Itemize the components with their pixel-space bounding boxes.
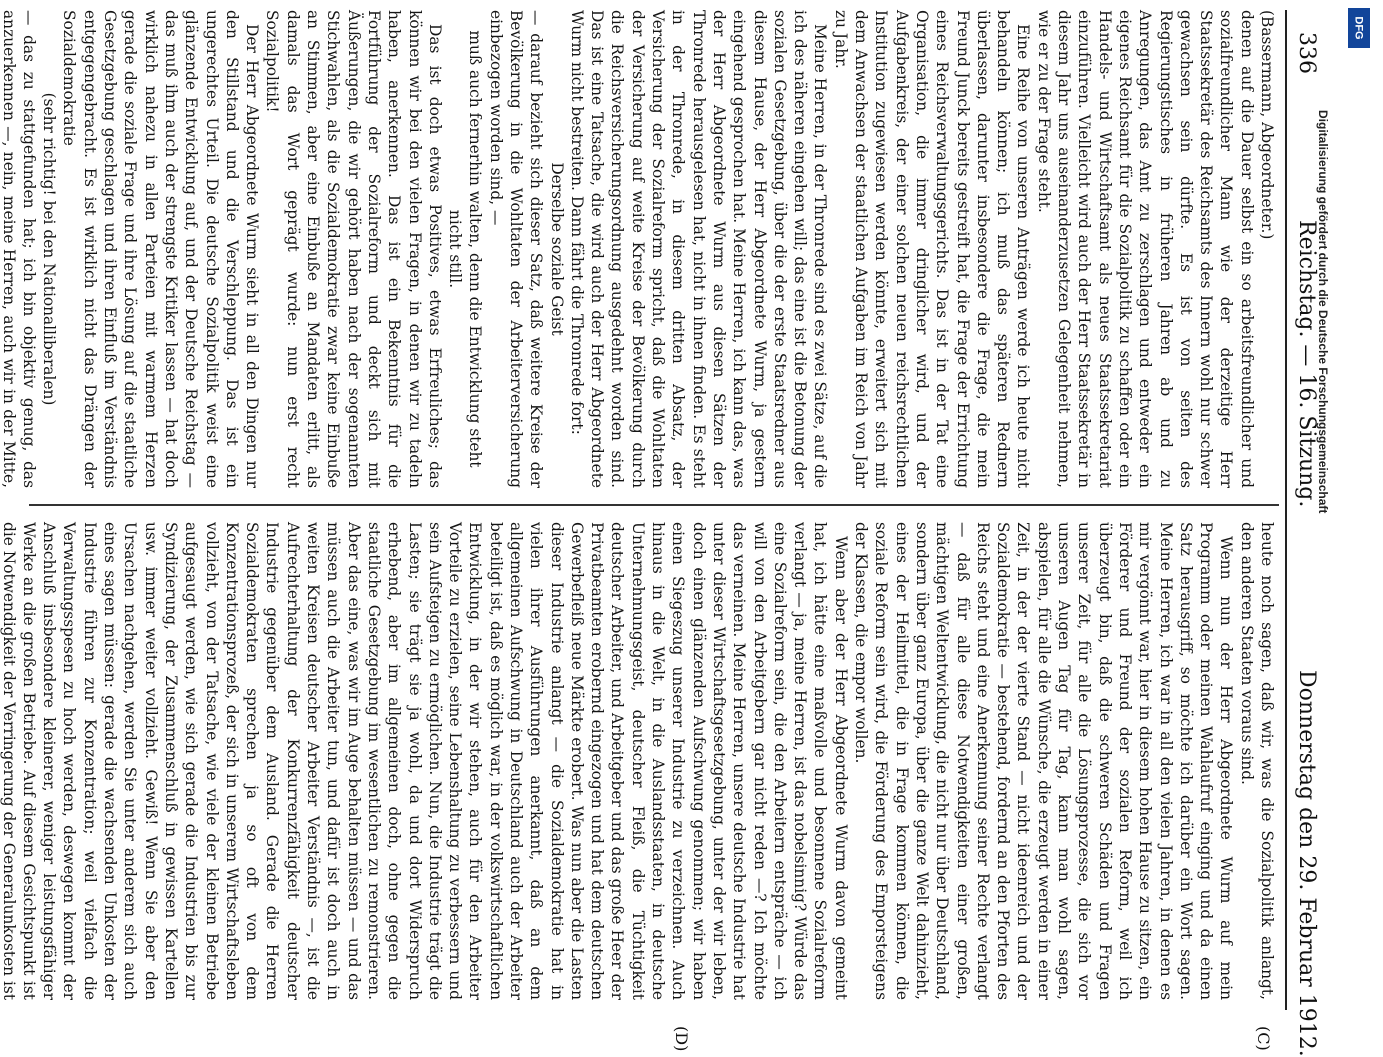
paragraph: Meine Herren, in der Thronrede sind es zwei Sätze, auf die ich des näheren eingehen will; das eine ist die Betonung der sozialen Gesetzgebung, über die der erste Staatsredner aus diesem Hause, der Herr Abgeordnete Wurm, ja gestern eingehend gesprochen hat. Meine Herren, ich kann das, was der Herr Abgeordnete Wurm aus diesen Sätzen der Thronrede herausgelesen hat, nicht in ihnen finden. Es steht in der Thronrede, in diesem dritten Absatz, der Versicherung der Sozialreform spricht, daß die Wohltaten der Versicherung auf weite Kreise der Bevölkerung durch die Reichsversicherungsordnung ausgedehnt worden sind. Das ist eine Tatsache, die wird auch der Herr Abgeordnete Wurm nicht bestreiten. Dann fährt die Thronrede fort:	[567, 10, 830, 488]
page-number: 336	[1294, 32, 1319, 74]
left-text-column	[0, 10, 1277, 488]
column-divider	[29, 504, 1279, 506]
paragraph: Eine Reihe von unseren Anträgen werde ich heute nicht behandeln können; ich muß das späteren Rednern überlassen, darunter insbesondere die Frage, die mein Freund Junck bereits gestreift hat, die Frage der Errichtung eines Reichsverwaltungsgerichts. Das ist in der Tat eine Organisation, die immer dringlicher wird, und der Aufgabenkreis, der einer solchen neuen reichsrechtlichen Institution zugewiesen werden könnte, erweitert sich mit dem Anwachsen der staatlichen Aufgaben im Reich von Jahr zu Jahr.	[831, 10, 1033, 488]
scanned-page	[0, 10, 1323, 1057]
paragraph: (Bassermann, Abgeordneter.)	[1258, 10, 1276, 240]
paragraph: heute noch sagen, daß wir, was die Sozialpolitik anlangt, den anderen Staaten voraus sind.	[1237, 522, 1276, 1000]
dfg-funding-notice: Digitalisierung gefördert durch die Deutsche Forschungsgemeinschaft	[1316, 110, 1330, 514]
margin-marker-c: (C)	[1254, 1026, 1273, 1051]
header-date: Donnerstag den 29. Februar 1912.	[1294, 670, 1319, 1057]
paragraph: muß auch fernerhin walten, denn die Entwicklung steht nicht still.	[446, 30, 485, 468]
paragraph: Das ist doch etwas Positives, etwas Erfreuliches; das können wir bei den vielen Fragen, in denen wir zu tadeln haben, anerkennen. Das ist ein Bekenntnis für die Fortführung der Sozialreform und deckt sich mit Äußerungen, die wir gehört haben nach der sogenannten Stichwahlen, als die Sozialdemokratie zwar keine Einbuße an Stimmen, aber eine Einbuße an Mandaten erlitt, als damals das Wort geprägt wurde: nun erst recht Sozialpolitik!	[263, 10, 444, 488]
paragraph: Wenn aber der Herr Abgeordnete Wurm davon gemeint hat, ich hätte eine maßvolle und besonnene Sozialreform verlangt — ja, meine Herren, ist das nobelsinnig? Würde das eine Sozialreform sein, die den Arbeitern entspräche — ich will von den Arbeitgebern gar nicht reden —? Ich möchte das verneinen. Meine Herren, unsere deutsche Industrie hat unter dieser Wirtschaftsgesetzgebung, unter der wir leben, doch einen glänzenden Aufschwung genommen; wir haben einen Siegeszug unserer Industrie zu verzeichnen. Auch hinaus in die Welt, in die Auslandsstaaten, in deutsche Unternehmungsgeist, deutscher Fleiß, die Tüchtigkeit deutscher Arbeiter, und Arbeitgeber und das große Heer der Privatbeamten erobernd eingezogen und hat dem deutschen Gewerbefleiß neue Märkte erobert. Was nun aber die Lasten dieser Industrie anlangt — die Sozialdemokratie hat in vielen ihrer Ausführungen anerkannt, daß an dem allgemeinen Aufschwung in Deutschland auch der Arbeiter beteiligt ist, daß es möglich war, in der volkswirtschaftlichen Entwicklung, in der wir stehen, auch für den Arbeiter Vorteile zu erzielen, seine Lebenshaltung zu verbessern und sein Aufsteigen zu ermöglichen. Nun, die Industrie trägt die Lasten; sie trägt sie ja wohl, da und dort Widerspruch erhebend, aber im allgemeinen doch, ohne gegen die staatliche Gesetzgebung im wesentlichen zu remonstrieren. Aber das eine, was wir im Auge behalten müssen — und das müssen auch die Arbeiter tun, und dafür ist doch auch in weiten Kreisen deutscher Arbeiter Verständnis —, ist die Aufrechterhaltung der Konkurrenzfähigkeit deutscher Industrie gegenüber dem Ausland. Gerade die Herren Sozialdemokraten sprechen ja so oft von dem Konzentrationsprozeß, der sich in unserem Wirtschaftsleben vollzieht, von der Tatsache, wie viele der kleinen Betriebe aufgesaugt werden, wie sich gerade die Industrien bis zur Syndizierung, der Zusammenschluß in gewissen Kartellen usw. immer weiter vollzieht. Gewiß! Wenn Sie aber den Ursachen nachgehen, werden Sie unter anderem sich auch eines sagen müssen: gerade die wachsenden Unkosten der Industrie führen zur Konzentration; weil vielfach die Verwaltungsspesen zu hoch werden, deswegen kommt der Anschluß insbesondere kleinerer, weniger leistungsfähiger Werke an die großen Betriebe. Auf diesem Gesichtspunkt ist die Notwendigkeit der Verringerung der Generalunkosten ist	[0, 522, 850, 1000]
paragraph: denen auf die Dauer selbst ein so arbeitsfreundlicher und sozialfreundlicher Mann wie der derzeitige Herr Staatssekretär des Reichsamts des Innern wohl nur schwer gewachsen sein dürfte. Es ist von seiten des Regierungstisches in früheren Jahren ab und zu Anregungen, das Amt zu zerschlagen und entweder ein eigenes Reichsamt für die Sozialpolitik zu schaffen oder ein Handels- und Wirtschaftsamt als neues Staatssekretariat einzuführen. Vielleicht wird auch der Herr Staatssekretär in diesem Jahr uns auseinanderzusetzen Gelegenheit nehmen, wie er zu der Frage steht.	[1034, 10, 1256, 488]
paragraph: (sehr richtig! bei den Nationalliberalen)	[40, 92, 59, 406]
paragraph: Derselbe soziale Geist	[547, 162, 566, 336]
margin-marker-d: (D)	[672, 1026, 691, 1052]
paragraph: Der Herr Abgeordnete Wurm sieht in all den Dingen nur den Stillstand und die Verschleppung. Das ist ein ungerechtes Urteil. Die deutsche Sozialpolitik weist eine glänzende Entwicklung auf, und der Deutsche Reichstag — das muß ihm auch der strengste Kritiker lassen — hat doch wirklich nahezu in allen Parteien mit warmem Herzen gerade die soziale Frage und ihre Lösung auf die staatliche Gesetzgebung geschlagen und ihren Einfluß im Verständnis entgegengebracht. Es ist wirklich nicht das Drängen der Sozialdemokratie	[60, 10, 262, 488]
paragraph: — darauf bezieht sich dieser Satz, daß weitere Kreise der Bevölkerung in die Wohltaten der Arbeiterversicherung einbezogen worden sind, —	[486, 10, 546, 488]
paragraph: — das zu stattgefunden hat; ich bin objektiv genug, das anzuerkennen —, nein, meine Herren, auch wir in der Mitte,	[0, 10, 38, 488]
running-head: Reichstag. — 16. Sitzung.	[1294, 220, 1319, 508]
dfg-logo: DFG	[1348, 8, 1370, 48]
right-text-column	[0, 522, 1277, 1000]
paragraph: Wenn nun der Herr Abgeordnete Wurm auf mein Programm oder meinen Wahlaufruf einging und da einen Satz herausgriff, so möchte ich darüber ein Wort sagen. Meine Herren, ich war in all den vielen Jahren, in denen es mir vergönnt war, hier in diesem hohen Hause zu sitzen, ein Förderer und Freund der sozialen Reform, weil ich überzeugt bin, daß die schweren Schäden und Fragen unserer Zeit, für alle die Lösungsprozesse, die sich vor unseren Augen Tag für Tag, kann man wohl sagen, abspielen, für alle die Wünsche, die erzeugt werden in einer Zeit, in der der vierte Stand — nicht ideenreich und der Sozialdemokratie — bestehend, fordernd an den Pforten des Reichs steht und eine Anerkennung seiner Rechte verlangt — daß für alle diese Notwendigkeiten einer großen, mächtigen Weltentwicklung, die nicht nur über Deutschland, sondern über ganz Europa, über die ganze Welt dahinzieht, eines der Heilmittel, die in Frage kommen können, die soziale Reform sein wird, die Förderung des Emporsteigens der Klassen, die empor wollen.	[852, 522, 1236, 1000]
header-rule	[1285, 10, 1287, 1010]
